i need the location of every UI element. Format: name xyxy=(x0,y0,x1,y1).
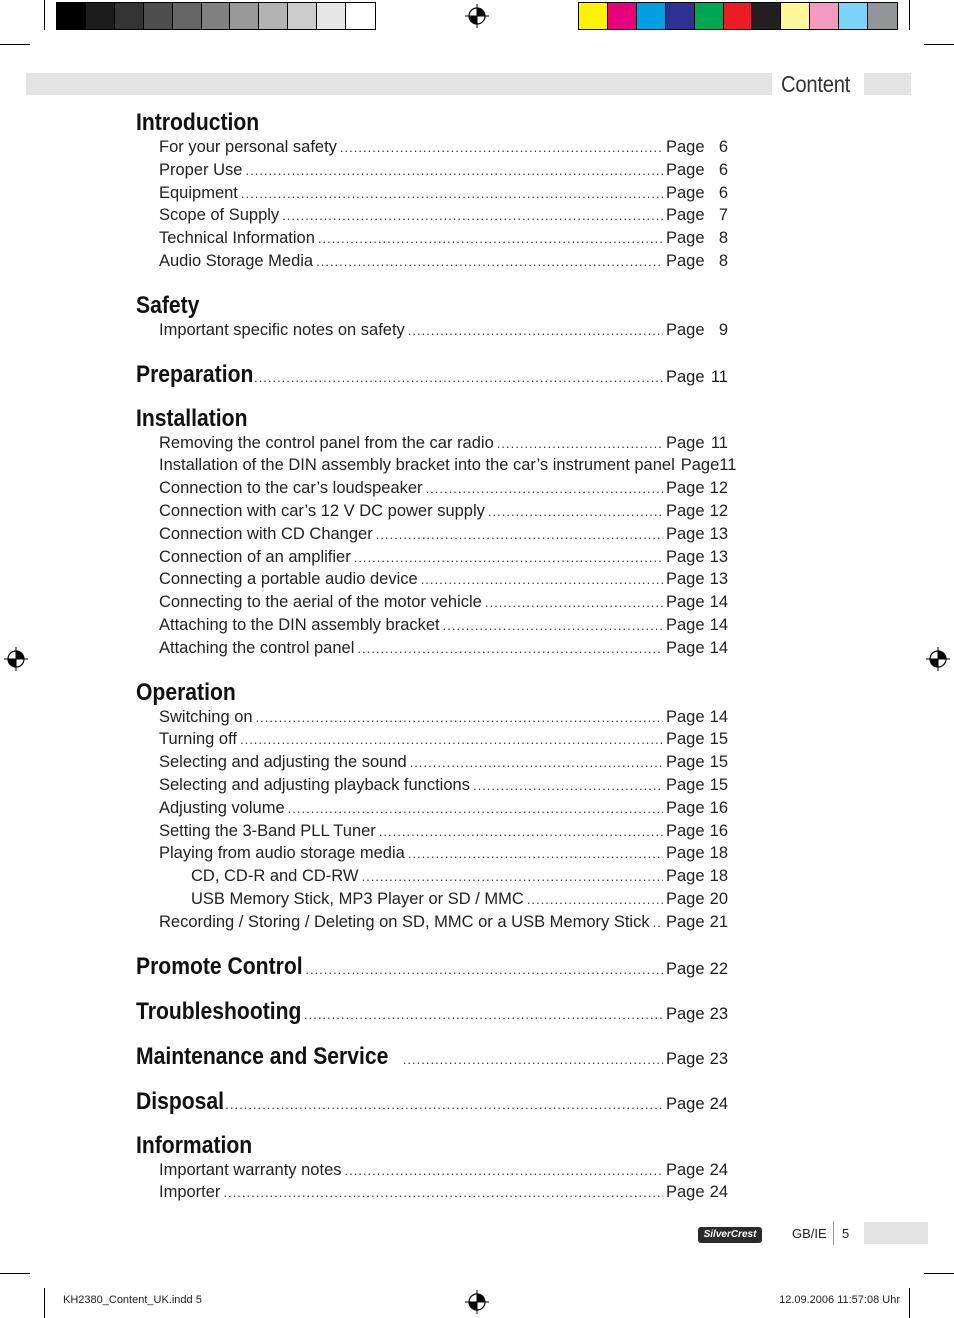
leader-dots xyxy=(345,1163,664,1178)
page-word: Page xyxy=(666,183,705,202)
toc-entry xyxy=(136,479,728,502)
page-number: 8 xyxy=(718,251,728,270)
leader-dots xyxy=(256,710,663,725)
section-heading: Installation xyxy=(136,404,248,432)
toc-entry-label: Connecting to the aerial of the motor vehicle xyxy=(159,593,482,612)
toc-section-maintenance xyxy=(136,1042,728,1076)
toc-entry xyxy=(136,138,728,161)
toc-section-safety xyxy=(136,291,728,344)
toc-entry-label: For your personal safety xyxy=(159,138,337,156)
page-number: 15 xyxy=(709,753,728,772)
color-swatch xyxy=(579,3,608,29)
section-heading: Preparation xyxy=(136,360,254,388)
leader-dots xyxy=(426,481,663,496)
toc-section-promote-control xyxy=(136,952,728,986)
crop-mark xyxy=(909,0,910,30)
toc-entry-label: Attaching to the DIN assembly bracket xyxy=(159,615,440,634)
color-swatch xyxy=(115,3,144,29)
table-of-contents xyxy=(136,108,737,1222)
toc-entry xyxy=(136,252,728,275)
section-heading: Maintenance and Service xyxy=(136,1042,389,1070)
color-swatch xyxy=(57,3,86,29)
toc-entry-label: Selecting and adjusting playback functions xyxy=(159,775,470,794)
page-word: Page xyxy=(666,707,705,726)
toc-entry-label: Connecting a portable audio device xyxy=(159,570,418,589)
footer-bar xyxy=(864,1222,928,1244)
leader-dots xyxy=(410,755,663,770)
page-word: Page xyxy=(666,821,705,840)
page-number: 6 xyxy=(718,138,728,156)
leader-dots xyxy=(443,618,663,633)
leader-dots xyxy=(403,1052,663,1067)
page-number: 20 xyxy=(709,889,728,908)
leader-dots xyxy=(408,323,663,338)
section-heading: Safety xyxy=(136,291,200,319)
page-word: Page xyxy=(666,320,705,339)
page-word: Page xyxy=(666,730,705,749)
page-word: Page xyxy=(666,138,705,156)
section-heading: Information xyxy=(136,1131,253,1159)
color-swatch xyxy=(202,3,231,29)
page-number: 15 xyxy=(709,775,728,794)
toc-entry xyxy=(136,776,728,799)
page-word: Page xyxy=(666,844,705,863)
leader-dots xyxy=(497,436,663,451)
leader-dots xyxy=(379,824,663,839)
crop-mark xyxy=(44,1288,45,1318)
toc-entry xyxy=(136,799,728,822)
page-word: Page xyxy=(666,251,705,270)
page-number: 14 xyxy=(709,593,728,612)
page-number: 16 xyxy=(709,798,728,817)
page-word: Page xyxy=(666,593,705,612)
toc-entry xyxy=(136,161,728,184)
toc-entry xyxy=(136,890,728,913)
page-word: Page xyxy=(666,889,705,908)
color-swatch xyxy=(695,3,724,29)
page-word: Page xyxy=(666,433,705,452)
leader-dots xyxy=(421,572,663,587)
color-swatch xyxy=(839,3,868,29)
toc-entry xyxy=(136,867,728,890)
language-code: GB/IE xyxy=(792,1226,827,1241)
page-number: 24 xyxy=(709,1094,728,1113)
toc-entry xyxy=(136,184,728,207)
page-word: Page xyxy=(666,570,705,589)
page-number: 18 xyxy=(709,844,728,863)
page-word: Page xyxy=(666,367,705,386)
page-number: 8 xyxy=(718,229,728,248)
crop-mark xyxy=(44,0,45,30)
toc-entry-label: CD, CD-R and CD-RW xyxy=(191,867,359,886)
section-heading: Operation xyxy=(136,678,236,706)
page-word: Page xyxy=(666,912,705,931)
page-word: Page xyxy=(666,1160,705,1179)
page-number: 15 xyxy=(709,730,728,749)
toc-entry-label: Removing the control panel from the car radio xyxy=(159,433,494,452)
page-word: Page xyxy=(666,753,705,772)
toc-section-information xyxy=(136,1131,728,1207)
toc-entry xyxy=(136,730,728,753)
toc-section-preparation xyxy=(136,360,728,394)
leader-dots xyxy=(361,869,663,884)
page-word: Page xyxy=(666,206,705,225)
leader-dots xyxy=(282,208,663,223)
toc-entry xyxy=(136,321,728,344)
page-word: Page xyxy=(666,867,705,886)
leader-dots xyxy=(473,778,663,793)
toc-entry-label: Connection of an amplifier xyxy=(159,547,351,566)
color-swatch xyxy=(288,3,317,29)
toc-section-operation xyxy=(136,678,728,936)
leader-dots xyxy=(240,732,663,747)
page-number: 23 xyxy=(709,1049,728,1068)
toc-entry-label: Connection with car’s 12 V DC power supply xyxy=(159,501,485,520)
toc-entry-label: Adjusting volume xyxy=(159,798,285,817)
page-number: 22 xyxy=(709,959,728,978)
color-swatch xyxy=(724,3,753,29)
page-number-footer: 5 xyxy=(842,1226,850,1241)
registration-mark-icon xyxy=(465,4,489,28)
toc-entry xyxy=(136,456,737,479)
leader-dots xyxy=(316,254,663,269)
toc-entry-label: Playing from audio storage media xyxy=(159,844,405,863)
page-number: 13 xyxy=(709,570,728,589)
color-swatch xyxy=(608,3,637,29)
leader-dots xyxy=(304,1007,663,1022)
page-number: 6 xyxy=(718,160,728,179)
color-swatch xyxy=(317,3,346,29)
page-number: 16 xyxy=(709,821,728,840)
color-swatch xyxy=(752,3,781,29)
grayscale-color-bar xyxy=(56,2,376,30)
page-word: Page xyxy=(666,638,705,657)
toc-entry-label: Audio Storage Media xyxy=(159,251,314,270)
toc-section-introduction xyxy=(136,108,728,275)
page-word: Page xyxy=(666,479,705,498)
registration-mark-icon xyxy=(926,647,950,671)
crop-mark xyxy=(0,44,30,45)
page-word: Page xyxy=(666,1094,705,1113)
section-heading: Promote Control xyxy=(136,952,303,980)
page-number: 14 xyxy=(709,615,728,634)
toc-entry xyxy=(136,1183,728,1206)
toc-entry-label: Selecting and adjusting the sound xyxy=(159,753,407,772)
color-swatch xyxy=(868,3,897,29)
color-swatch xyxy=(230,3,259,29)
page-word: Page xyxy=(666,775,705,794)
section-heading: Troubleshooting xyxy=(136,997,302,1025)
toc-section-disposal xyxy=(136,1087,728,1121)
leader-dots xyxy=(488,504,663,519)
toc-entry-label: Technical Information xyxy=(159,229,315,248)
toc-entry xyxy=(136,753,728,776)
toc-entry xyxy=(136,708,728,731)
color-swatch xyxy=(666,3,695,29)
leader-dots xyxy=(485,595,663,610)
page-number: 13 xyxy=(709,524,728,543)
leader-dots xyxy=(408,846,663,861)
section-heading: Disposal xyxy=(136,1087,225,1115)
page-word: Page xyxy=(666,524,705,543)
page-word: Page xyxy=(666,798,705,817)
page-number: 21 xyxy=(709,912,728,931)
toc-entry xyxy=(136,570,728,593)
page-number: 14 xyxy=(709,707,728,726)
page-number: 18 xyxy=(709,867,728,886)
toc-entry xyxy=(136,548,728,571)
leader-dots xyxy=(223,1185,663,1200)
brand-logo: SilverCrest xyxy=(698,1227,762,1243)
toc-entry-label: Important warranty notes xyxy=(159,1160,342,1179)
leader-dots xyxy=(318,231,663,246)
toc-entry xyxy=(136,593,728,616)
leader-dots xyxy=(216,1097,663,1112)
page-number: 11 xyxy=(710,367,728,386)
toc-entry-label: Setting the 3-Band PLL Tuner xyxy=(159,821,376,840)
page-word: Page xyxy=(666,1183,705,1202)
process-color-bar xyxy=(578,2,898,30)
toc-entry xyxy=(136,229,728,252)
page-number: 12 xyxy=(709,479,728,498)
page-number: 24 xyxy=(709,1183,728,1202)
leader-dots xyxy=(245,163,663,178)
color-swatch xyxy=(144,3,173,29)
page-word: Page xyxy=(680,456,720,475)
print-timestamp: 12.09.2006 11:57:08 Uhr xyxy=(779,1294,900,1306)
leader-dots xyxy=(354,550,663,565)
registration-mark-icon xyxy=(4,647,28,671)
file-slug: KH2380_Content_UK.indd 5 xyxy=(63,1294,202,1306)
page-word: Page xyxy=(666,547,705,566)
toc-entry xyxy=(136,616,728,639)
footer-divider xyxy=(833,1221,834,1245)
toc-entry xyxy=(136,844,728,867)
page-word: Page xyxy=(666,229,705,248)
toc-entry-label: USB Memory Stick, MP3 Player or SD / MMC xyxy=(191,889,524,908)
page-word: Page xyxy=(666,615,705,634)
leader-dots xyxy=(288,801,663,816)
leader-dots xyxy=(241,186,663,201)
color-swatch xyxy=(173,3,202,29)
toc-entry xyxy=(136,822,728,845)
leader-dots xyxy=(357,641,663,656)
page-word: Page xyxy=(666,501,705,520)
color-swatch xyxy=(781,3,810,29)
toc-entry-label: Switching on xyxy=(159,707,253,726)
page-word: Page xyxy=(666,959,705,978)
page-number: 13 xyxy=(709,547,728,566)
toc-entry-label: Turning off xyxy=(159,730,237,749)
page-number: 11 xyxy=(710,433,728,452)
toc-entry xyxy=(136,1161,728,1184)
page-word: Page xyxy=(666,1004,705,1023)
crop-mark xyxy=(909,1288,910,1318)
page-number: 6 xyxy=(718,183,728,202)
toc-entry-label: Important specific notes on safety xyxy=(159,320,405,339)
leader-dots xyxy=(340,140,663,155)
page-number: 12 xyxy=(709,501,728,520)
page-number: 14 xyxy=(709,638,728,657)
toc-section-installation xyxy=(136,404,737,662)
leader-dots xyxy=(653,915,663,930)
toc-entry-label: Importer xyxy=(159,1183,221,1202)
toc-entry-label: Attaching the control panel xyxy=(159,638,355,657)
page-number: 23 xyxy=(709,1004,728,1023)
page-number: 7 xyxy=(718,206,728,225)
page-number: 11 xyxy=(719,456,737,475)
toc-entry-label: Proper Use xyxy=(159,160,243,179)
color-swatch xyxy=(637,3,666,29)
page-word: Page xyxy=(666,1049,705,1068)
toc-entry xyxy=(136,206,728,229)
page-number: 24 xyxy=(709,1160,728,1179)
registration-mark-icon xyxy=(465,1290,489,1314)
toc-entry xyxy=(136,502,728,525)
color-swatch xyxy=(346,3,375,29)
toc-entry xyxy=(136,434,728,457)
section-heading: Introduction xyxy=(136,109,260,136)
page-number: 9 xyxy=(718,320,728,339)
toc-entry-label: Connection with CD Changer xyxy=(159,524,373,543)
toc-entry-label: Installation of the DIN assembly bracket into the car’s instrument panel xyxy=(159,456,675,475)
toc-entry xyxy=(136,639,728,662)
page-title: Content xyxy=(781,71,851,97)
toc-entry-label: Connection to the car’s loudspeaker xyxy=(159,479,423,498)
color-swatch xyxy=(86,3,115,29)
crop-mark xyxy=(924,1273,954,1274)
leader-dots xyxy=(527,892,663,907)
page-word: Page xyxy=(666,160,705,179)
toc-entry xyxy=(136,525,728,548)
toc-entry xyxy=(136,913,728,936)
toc-section-troubleshooting xyxy=(136,997,728,1031)
toc-entry-label: Scope of Supply xyxy=(159,206,280,225)
leader-dots xyxy=(305,962,663,977)
leader-dots xyxy=(376,527,663,542)
toc-entry-label: Equipment xyxy=(159,183,238,202)
crop-mark xyxy=(924,44,954,45)
toc-entry-label: Recording / Storing / Deleting on SD, MMC or a USB Memory Stick xyxy=(159,912,650,931)
color-swatch xyxy=(259,3,288,29)
color-swatch xyxy=(810,3,839,29)
crop-mark xyxy=(0,1273,30,1274)
leader-dots xyxy=(249,370,663,385)
